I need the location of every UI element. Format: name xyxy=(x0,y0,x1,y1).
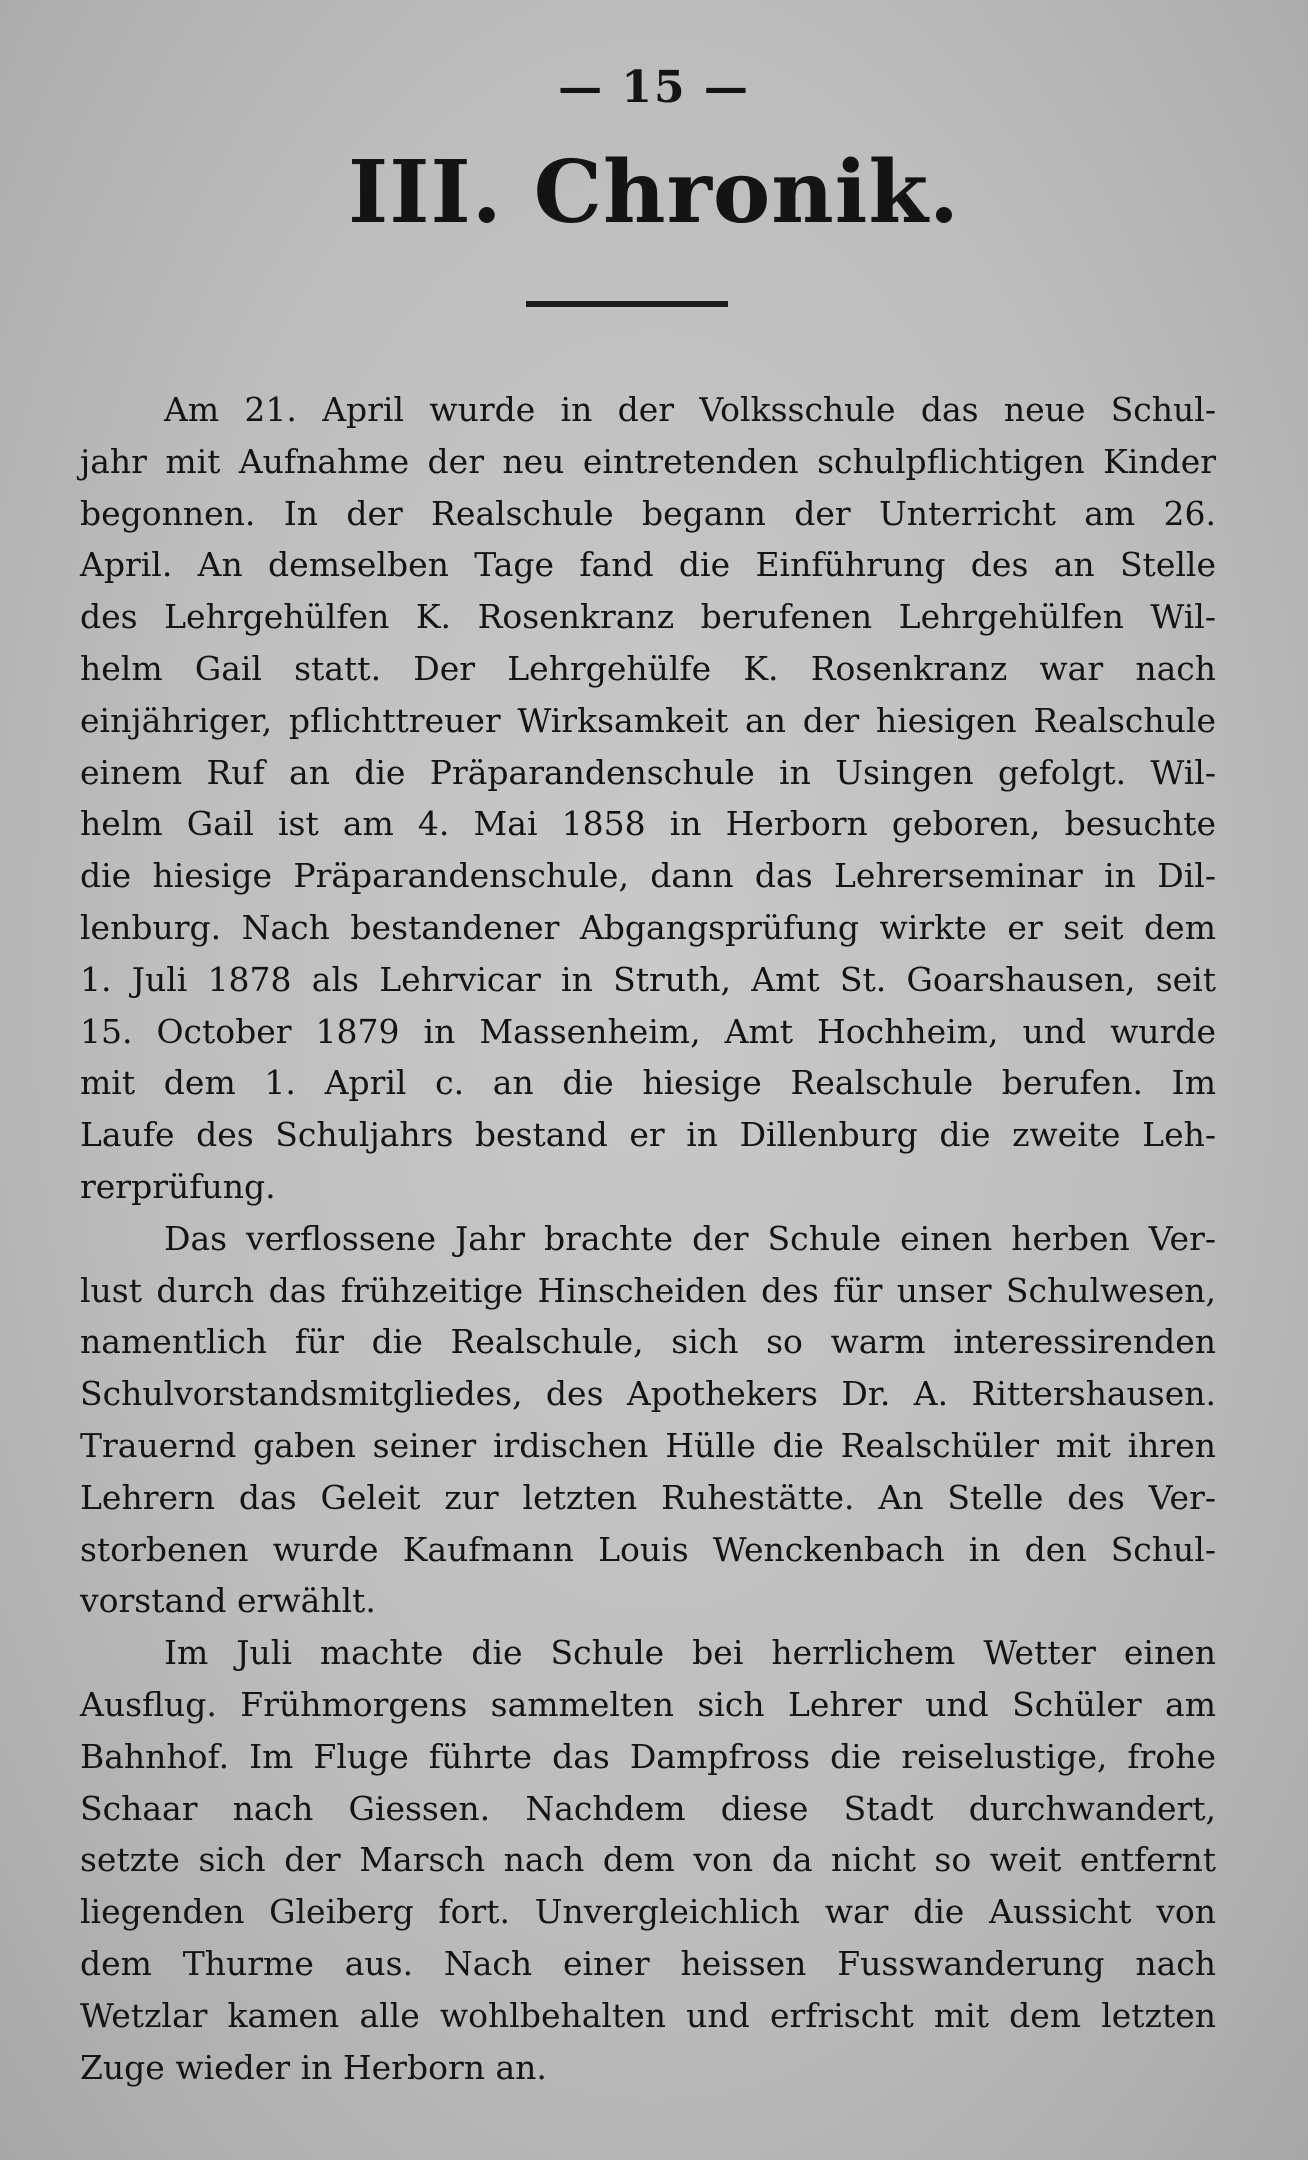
page-number: — 15 — xyxy=(558,62,750,113)
text-line: Am 21. April wurde in der Volksschule das neue Schul- xyxy=(164,390,1216,429)
text-line: 15. October 1879 in Massenheim, Amt Hochheim, und wurde xyxy=(80,1011,1216,1051)
text-line: namentlich für die Realschule, sich so warm interessirenden xyxy=(80,1322,1216,1362)
text-line: storbenen wurde Kaufmann Louis Wenckenbach in den Schul- xyxy=(80,1529,1216,1569)
text-line: Laufe des Schuljahrs bestand er in Dillenburg die zweite Leh- xyxy=(80,1115,1216,1155)
text-line: Trauernd gaben seiner irdischen Hülle die Realschüler mit ihren xyxy=(80,1425,1216,1465)
text-line: helm Gail ist am 4. Mai 1858 in Herborn geboren, besuchte xyxy=(80,804,1216,844)
text-line: jahr mit Aufnahme der neu eintretenden schulpflichtigen Kinder xyxy=(80,441,1216,481)
text-line: Schulvorstandsmitgliedes, des Apothekers Dr. A. Rittershausen. xyxy=(80,1374,1216,1414)
section-title: III. Chronik. xyxy=(348,142,960,243)
text-line: Schaar nach Giessen. Nachdem diese Stadt durchwandert, xyxy=(80,1788,1216,1828)
text-line: dem Thurme aus. Nach einer heissen Fusswanderung nach xyxy=(80,1943,1216,1983)
paragraph-3 xyxy=(80,1627,1216,2093)
text-line: Wetzlar kamen alle wohlbehalten und erfrischt mit dem letzten xyxy=(80,1995,1216,2035)
title-divider xyxy=(526,301,728,307)
text-line: setzte sich der Marsch nach dem von da nicht so weit entfernt xyxy=(80,1840,1216,1880)
text-line: mit dem 1. April c. an die hiesige Realschule berufen. Im xyxy=(80,1063,1216,1103)
text-line: die hiesige Präparandenschule, dann das Lehrerseminar in Dil- xyxy=(80,856,1216,896)
text-line: vorstand erwählt. xyxy=(80,1581,376,1621)
text-line: begonnen. In der Realschule begann der Unterricht am 26. xyxy=(80,493,1216,533)
text-line: einjähriger, pflichttreuer Wirksamkeit an der hiesigen Realschule xyxy=(80,700,1216,740)
text-line: lenburg. Nach bestandener Abgangsprüfung wirkte er seit dem xyxy=(80,907,1216,947)
text-line: Zuge wieder in Herborn an. xyxy=(80,2047,547,2087)
text-line: liegenden Gleiberg fort. Unvergleichlich war die Aussicht von xyxy=(80,1892,1216,1932)
text-line: Das verflossene Jahr brachte der Schule einen herben Ver- xyxy=(164,1218,1216,1258)
text-line: Bahnhof. Im Fluge führte das Dampfross die reiselustige, frohe xyxy=(80,1736,1216,1776)
text-line: Lehrern das Geleit zur letzten Ruhestätte. An Stelle des Ver- xyxy=(80,1477,1216,1517)
text-line: lust durch das frühzeitige Hinscheiden des für unser Schulwesen, xyxy=(80,1270,1216,1310)
text-line: April. An demselben Tage fand die Einführung des an Stelle xyxy=(80,545,1216,585)
text-line: einem Ruf an die Präparandenschule in Usingen gefolgt. Wil- xyxy=(80,752,1216,792)
text-line: Im Juli machte die Schule bei herrlichem Wetter einen xyxy=(164,1633,1216,1673)
body-text xyxy=(80,384,1216,2093)
text-line: 1. Juli 1878 als Lehrvicar in Struth, Amt St. Goarshausen, seit xyxy=(80,959,1216,999)
text-line: des Lehrgehülfen K. Rosenkranz berufenen Lehrgehülfen Wil- xyxy=(80,597,1216,637)
text-line: Ausflug. Frühmorgens sammelten sich Lehrer und Schüler am xyxy=(80,1684,1216,1724)
text-line: rerprüfung. xyxy=(80,1166,276,1206)
paragraph-1 xyxy=(80,384,1216,1213)
text-line: helm Gail statt. Der Lehrgehülfe K. Rosenkranz war nach xyxy=(80,648,1216,688)
paragraph-2 xyxy=(80,1213,1216,1627)
